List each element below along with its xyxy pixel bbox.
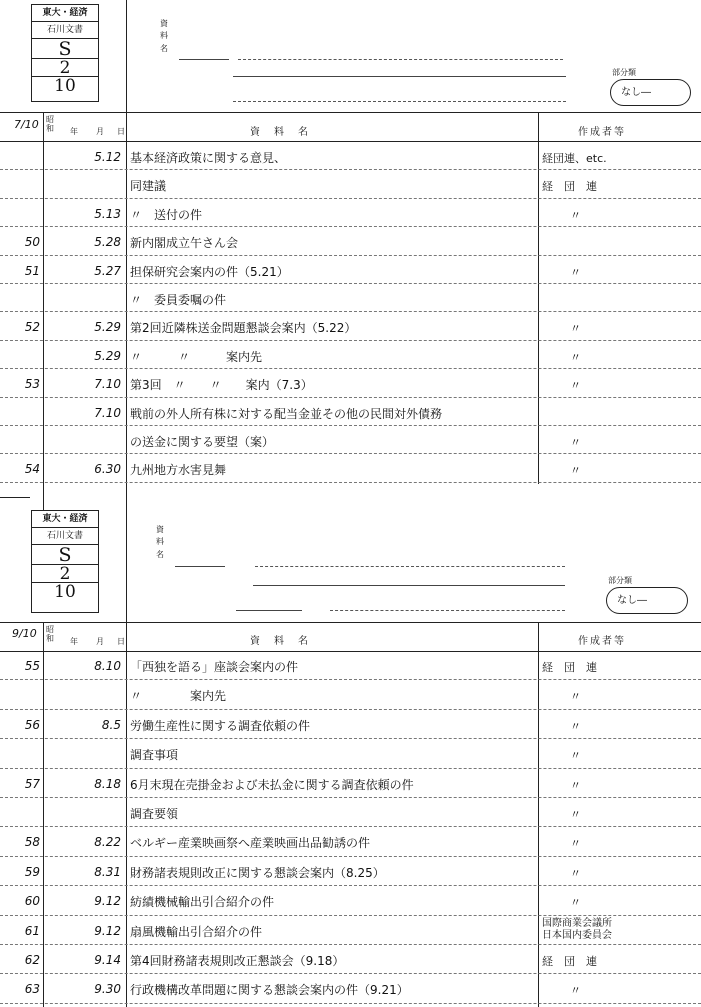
row-rule <box>0 915 701 916</box>
row-rule <box>0 226 701 227</box>
stamp-folder: 10 <box>54 582 76 602</box>
record-number: 52 <box>24 320 40 335</box>
header-author: 作成者等 <box>578 636 626 647</box>
record-title: 行政機構改革問題に関する懇談会案内の件（9.21） <box>130 983 409 998</box>
header-title: 資 料 名 <box>250 636 310 647</box>
record-date: 9.30 <box>94 982 121 997</box>
row-rule <box>0 453 701 454</box>
record-author: 経 団 連 <box>542 180 597 194</box>
record-date: 8.31 <box>94 864 121 879</box>
record-date: 7.10 <box>94 377 121 392</box>
classification-box: なし― <box>610 79 691 106</box>
record-title: 〃 送付の件 <box>130 207 203 222</box>
stamp-series: S <box>32 545 98 565</box>
row-rule <box>0 944 701 945</box>
record-author: 〃 <box>570 265 581 279</box>
record-date: 8.5 <box>101 717 121 732</box>
classification-value: なし <box>621 87 641 98</box>
stamp-series: S <box>32 39 98 59</box>
row-rule <box>0 255 701 256</box>
record-title: 扇風機輸出引合紹介の件 <box>130 924 263 939</box>
record-number: 54 <box>24 462 40 477</box>
record-author: 〃 <box>570 837 581 851</box>
record-author: 〃 <box>570 464 581 478</box>
record-date: 5.28 <box>94 235 121 250</box>
row-rule <box>0 368 701 369</box>
record-author: 国際商業会議所 日本国内委員会 <box>542 917 612 941</box>
record-title: 新内閣成立午さん会 <box>130 236 239 251</box>
record-title: 第2回近隣株送金問題懇談会案内（5.22） <box>130 321 357 336</box>
row-rule <box>0 340 701 341</box>
row-rule <box>0 709 701 710</box>
row-rule <box>0 738 701 739</box>
header-title: 資 料 名 <box>250 127 310 138</box>
record-number: 57 <box>24 776 40 791</box>
record-title: 調査事項 <box>130 748 179 763</box>
shiryo-label-char: 名 <box>156 550 164 559</box>
record-title: ベルギー産業映画祭へ産業映画出品勧誘の件 <box>130 836 371 851</box>
record-title: 〃 案内先 <box>130 689 227 704</box>
record-date: 6.30 <box>94 462 121 477</box>
record-number: 59 <box>24 864 40 879</box>
record-date: 5.27 <box>94 263 121 278</box>
row-rule <box>0 856 701 857</box>
record-author: 経団連、etc. <box>542 152 607 165</box>
record-title: 基本経済政策に関する意見、 <box>130 151 287 165</box>
record-title: 担保研究会案内の件（5.21） <box>130 264 289 279</box>
row-rule <box>0 768 701 769</box>
record-date: 5.12 <box>94 150 121 164</box>
record-author: 〃 <box>570 808 581 821</box>
shiryo-label-char: 料 <box>156 537 164 546</box>
record-author: 〃 <box>570 719 581 733</box>
classification-value: なし <box>617 595 637 606</box>
stamp-folder: 10 <box>54 76 76 96</box>
archive-stamp <box>31 510 99 613</box>
record-date: 7.10 <box>94 405 121 420</box>
row-rule <box>0 826 701 827</box>
record-number: 55 <box>24 659 40 673</box>
record-title: 「西独を語る」座談会案内の件 <box>130 660 299 674</box>
record-author: 〃 <box>570 350 581 364</box>
record-author: 〃 <box>570 379 581 393</box>
classification-label: 部分類 <box>612 68 636 77</box>
row-rule <box>0 973 701 974</box>
row-rule <box>0 482 701 483</box>
stamp-box: 2 <box>32 565 98 583</box>
header-month: 月 <box>96 127 106 136</box>
stamp-collection: 石川文書 <box>32 22 98 39</box>
header-author: 作成者等 <box>578 127 626 138</box>
header-era: 昭和 <box>46 625 54 643</box>
record-number: 60 <box>24 894 40 909</box>
record-title: 〃 委員委嘱の件 <box>130 293 227 307</box>
row-rule <box>0 679 701 680</box>
record-number: 62 <box>24 953 40 967</box>
header-year: 年 <box>70 127 80 136</box>
classification-box: なし― <box>606 587 688 614</box>
shiryo-label-char: 資 <box>160 19 168 28</box>
record-author: 〃 <box>570 866 581 880</box>
record-author: 経 団 連 <box>542 955 597 968</box>
record-author: 〃 <box>570 322 581 336</box>
record-title: 戦前の外人所有株に対する配当金並その他の民間対外債務 <box>130 406 443 421</box>
archive-stamp <box>31 4 99 102</box>
record-title: 調査要領 <box>130 807 179 821</box>
record-date: 5.13 <box>94 206 121 221</box>
record-number: 50 <box>24 235 40 250</box>
shiryo-label-char: 名 <box>160 44 168 53</box>
row-rule <box>0 198 701 199</box>
header-day: 日 <box>117 127 127 136</box>
record-author: 〃 <box>570 896 581 910</box>
record-title: 九州地方水害見舞 <box>130 463 227 478</box>
row-rule <box>0 169 701 170</box>
record-author: 〃 <box>570 778 581 792</box>
record-date: 8.22 <box>94 835 121 850</box>
record-date: 9.12 <box>94 894 121 909</box>
record-author: 〃 <box>570 690 581 704</box>
header-era: 昭和 <box>46 115 54 133</box>
record-date: 8.10 <box>94 659 121 673</box>
record-title: 同建議 <box>130 179 167 194</box>
record-title: 6月末現在売掛金および未払金に関する調査依頼の件 <box>130 777 414 792</box>
record-author: 経 団 連 <box>542 661 597 674</box>
record-title: 第4回財務諸表規則改正懇談会（9.18） <box>130 954 345 968</box>
record-title: の送金に関する要望（案） <box>130 435 275 449</box>
stamp-institution: 東大・経済 <box>32 5 98 22</box>
record-title: 労働生産性に関する調査依頼の件 <box>130 718 311 733</box>
record-title: 〃 〃 案内先 <box>130 349 263 364</box>
record-date: 9.14 <box>94 953 121 967</box>
record-date: 5.29 <box>94 320 121 335</box>
shiryo-label-char: 料 <box>160 31 168 40</box>
row-rule <box>0 885 701 886</box>
record-author: 〃 <box>570 208 581 222</box>
record-number: 61 <box>24 923 40 938</box>
row-rule <box>0 797 701 798</box>
stamp-institution: 東大・経済 <box>32 511 98 528</box>
header-prefix: 7/10 <box>14 118 39 131</box>
record-author: 〃 <box>570 436 581 449</box>
record-number: 58 <box>24 835 40 850</box>
record-date: 8.18 <box>94 776 121 791</box>
row-rule <box>0 311 701 312</box>
record-author: 〃 <box>570 984 581 998</box>
row-rule <box>0 1003 701 1004</box>
header-year: 年 <box>70 637 80 646</box>
header-prefix: 9/10 <box>12 627 37 640</box>
record-date: 5.29 <box>94 348 121 363</box>
shiryo-label-char: 資 <box>156 525 164 534</box>
stamp-box: 2 <box>32 59 98 77</box>
row-rule <box>0 425 701 426</box>
row-rule <box>0 397 701 398</box>
record-title: 第3回 〃 〃 案内（7.3） <box>130 378 313 393</box>
record-date: 9.12 <box>94 923 121 938</box>
record-number: 53 <box>24 377 40 392</box>
record-title: 紡績機械輸出引合紹介の件 <box>130 895 275 910</box>
header-day: 日 <box>117 637 127 646</box>
record-title: 財務諸表規則改正に関する懇談会案内（8.25） <box>130 865 385 880</box>
row-rule <box>0 283 701 284</box>
record-number: 51 <box>24 263 40 278</box>
header-month: 月 <box>96 637 106 646</box>
classification-label: 部分類 <box>608 576 632 585</box>
stamp-collection: 石川文書 <box>32 528 98 545</box>
record-number: 63 <box>24 982 40 997</box>
record-number: 56 <box>24 717 40 732</box>
record-author: 〃 <box>570 749 581 763</box>
